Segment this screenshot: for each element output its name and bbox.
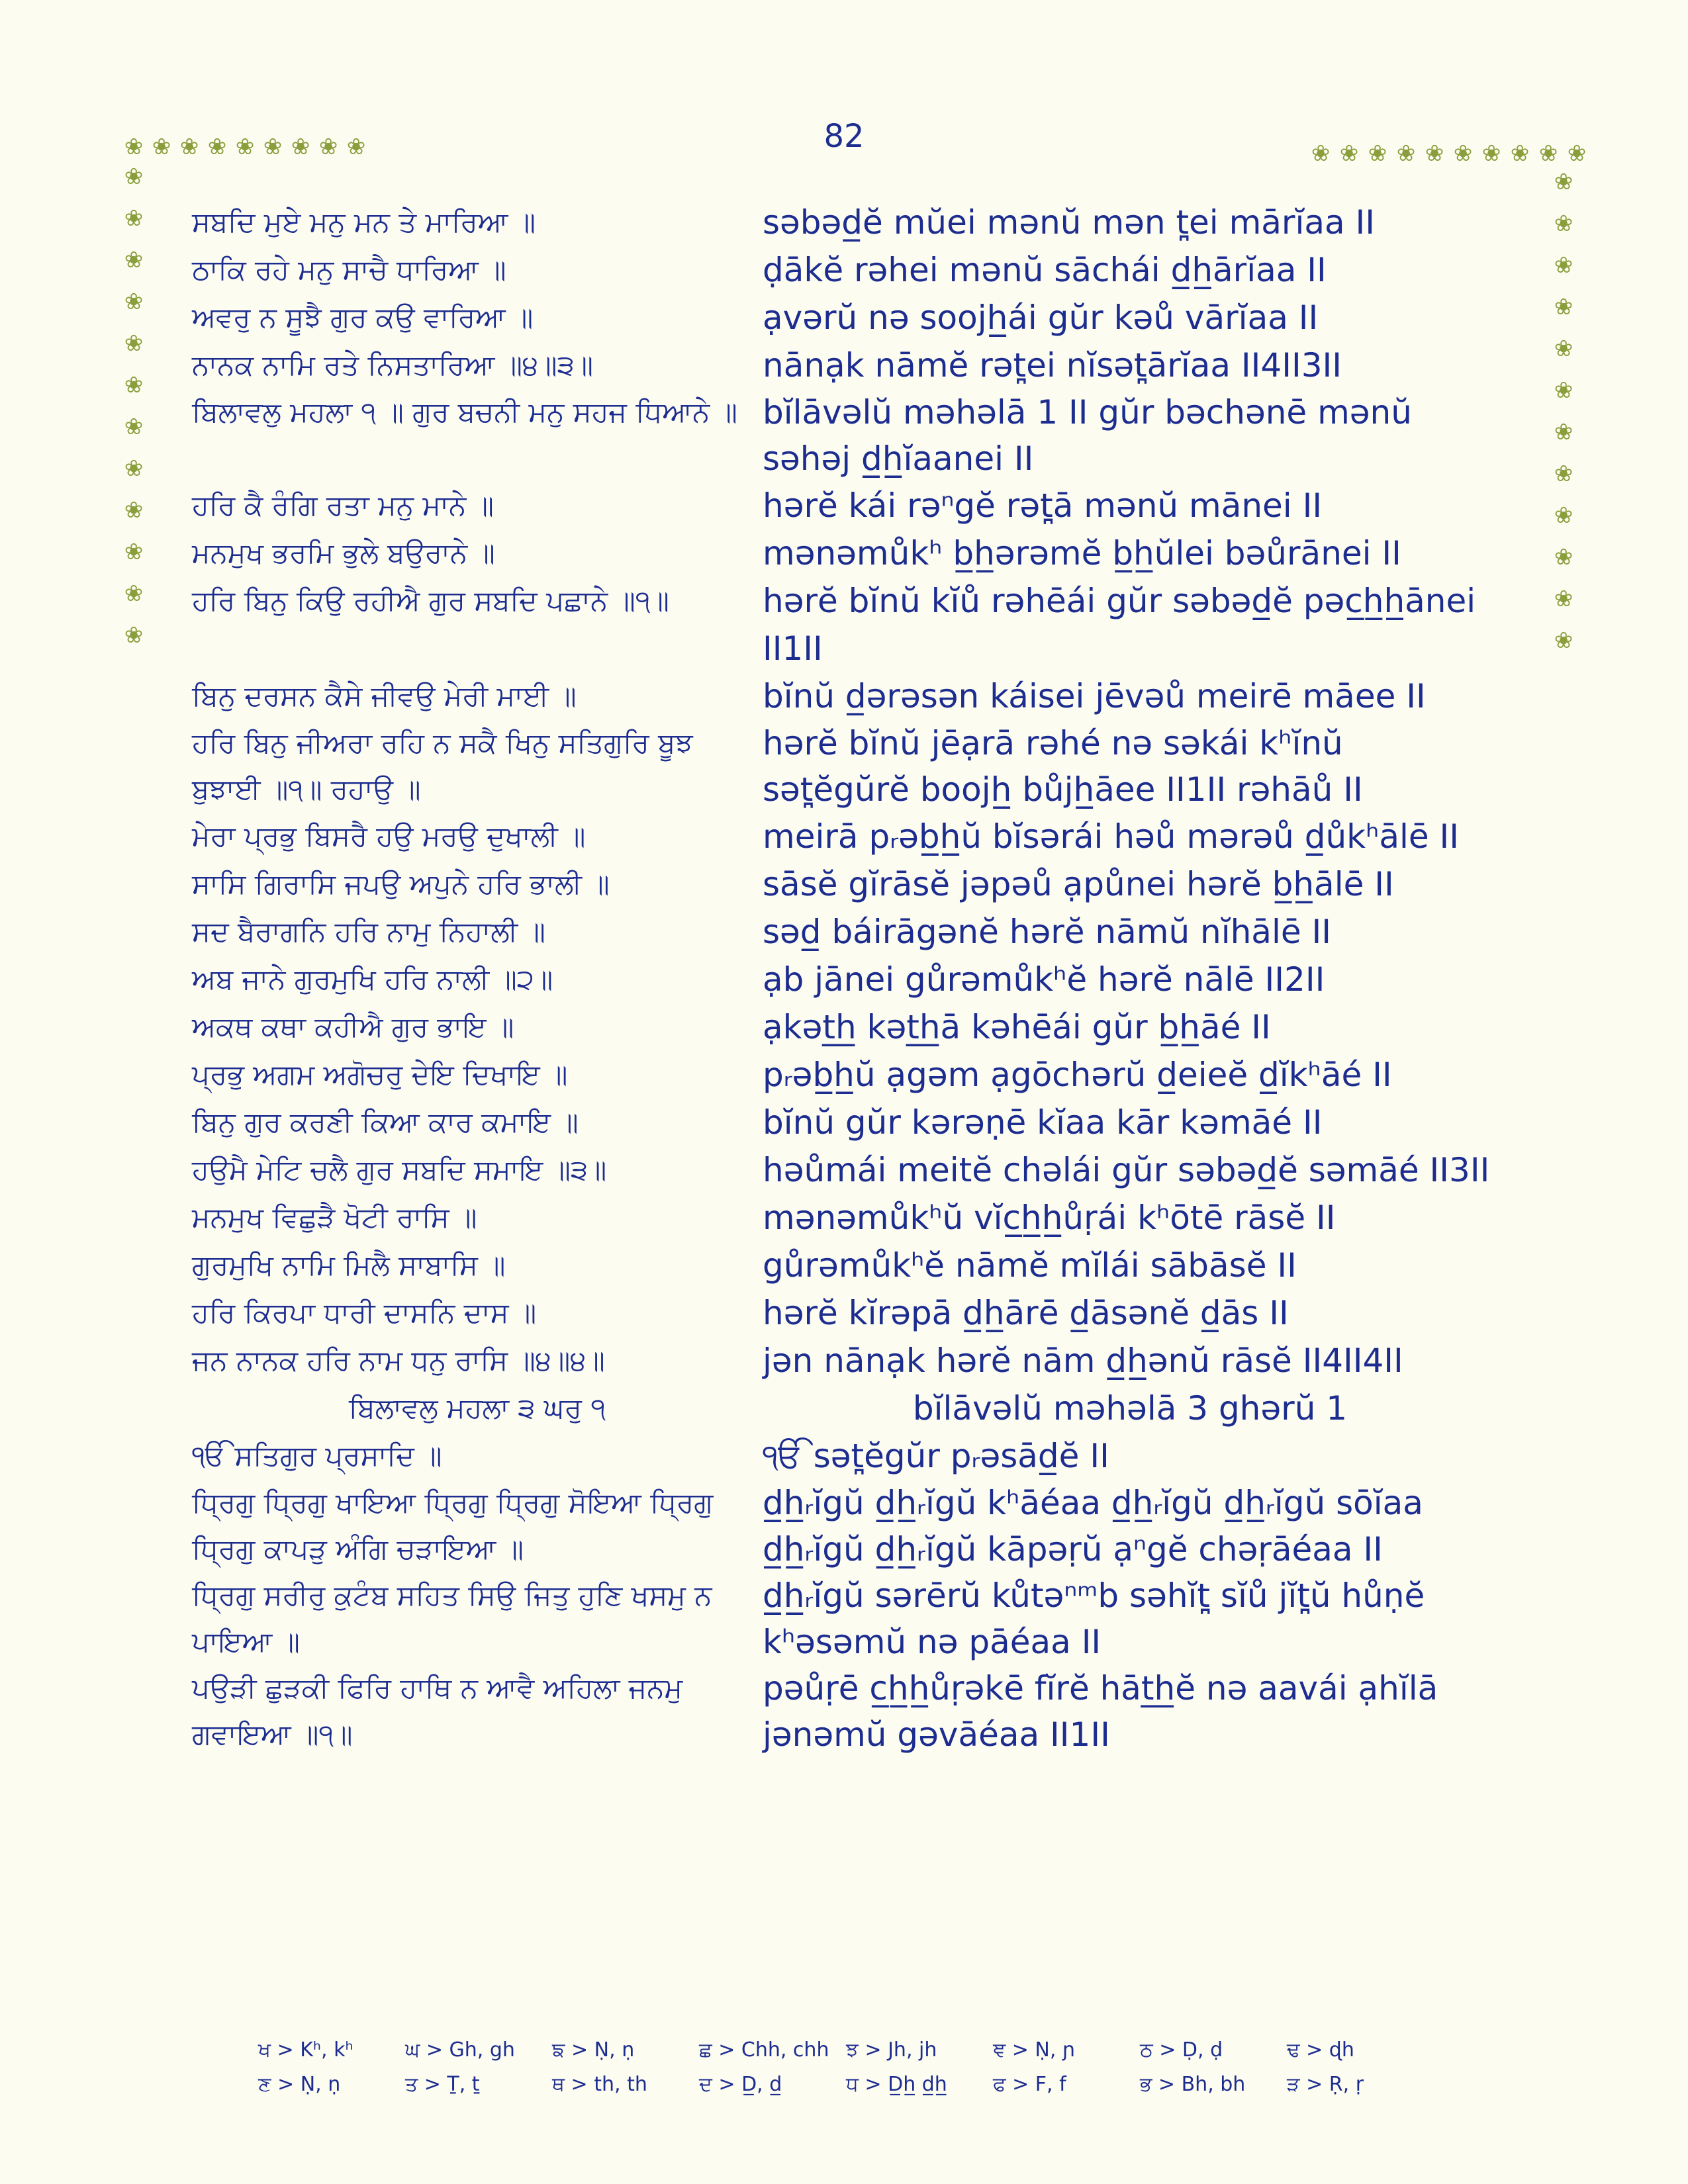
verse-line bbox=[192, 672, 1529, 720]
gurmukhi-text: ਮੇਰਾ ਪ੍ਰਭੁ ਬਿਸਰੈ ਹਉ ਮਰਉ ਦੁਖਾਲੀ ॥ bbox=[192, 820, 586, 852]
verse-line bbox=[192, 1432, 1529, 1480]
flower-icon: ❀ bbox=[1368, 140, 1387, 167]
key-entry: ਫ > F, f bbox=[993, 2073, 1066, 2096]
transliteration-text: səd̲ báirāgənĕ hərĕ nāmŭ nĭhālē II bbox=[763, 913, 1331, 951]
page-number: 82 bbox=[823, 118, 865, 155]
transliteration-text: jən nānạk hərĕ nām d̲h̲ənŭ rāsĕ II4II4II bbox=[763, 1342, 1403, 1380]
gurmukhi-text: ਹਰਿ ਕੈ ਰੰਗਿ ਰਤਾ ਮਨੁ ਮਾਨੇ ॥ bbox=[192, 489, 494, 522]
gurmukhi-text: ਜਨ ਨਾਨਕ ਹਰਿ ਨਾਮ ਧਨੁ ਰਾਸਿ ॥੪॥੪॥ bbox=[192, 1344, 605, 1377]
gurmukhi-text: ਅਕਥ ਕਥਾ ਕਹੀਐ ਗੁਰ ਭਾਇ ॥ bbox=[192, 1011, 514, 1043]
verse-line bbox=[192, 482, 1529, 529]
flower-icon: ❀ bbox=[1311, 140, 1331, 167]
verse-line bbox=[192, 1099, 1529, 1146]
flower-icon: ❀ bbox=[124, 622, 144, 649]
verse-line bbox=[192, 956, 1529, 1003]
key-row bbox=[258, 2038, 1450, 2073]
gurmukhi-text: ਗੁਰਮੁਖਿ ਨਾਮਿ ਮਿਲੈ ਸਾਬਾਸਿ ॥ bbox=[192, 1249, 506, 1281]
gurmukhi-text: ਹਰਿ ਕਿਰਪਾ ਧਾਰੀ ਦਾਸਨਿ ਦਾਸ ॥ bbox=[192, 1297, 537, 1329]
verse-line bbox=[192, 1289, 1529, 1337]
verse-line bbox=[192, 199, 1529, 246]
flower-icon: ❀ bbox=[1554, 627, 1573, 654]
flower-icon: ❀ bbox=[1554, 169, 1573, 195]
flower-icon: ❀ bbox=[346, 134, 366, 160]
transliteration-text: ạkət̲h̲ kət̲h̲ā kəhēái gŭr b̲h̲āé II bbox=[763, 1008, 1271, 1046]
flower-icon: ❀ bbox=[124, 289, 144, 315]
gurmukhi-text: ਪਉੜੀ ਛੁੜਕੀ ਫਿਰਿ ਹਾਥਿ ਨ ਆਵੈ ਅਹਿਲਾ ਜਨਮੁ ਗਵਾਇਆ ॥੧॥ bbox=[192, 1672, 692, 1751]
flower-icon: ❀ bbox=[1554, 544, 1573, 570]
verse-line bbox=[192, 1003, 1529, 1051]
gurmukhi-text: ਹਉਮੈ ਮੇਟਿ ਚਲੈ ਗੁਰ ਸਬਦਿ ਸਮਾਇ ॥੩॥ bbox=[192, 1154, 607, 1186]
flower-icon: ❀ bbox=[1567, 140, 1587, 167]
flower-icon: ❀ bbox=[152, 134, 171, 160]
flower-icon: ❀ bbox=[124, 205, 144, 232]
key-entry: ਖ > Kʰ, kʰ bbox=[258, 2038, 353, 2062]
verse-line bbox=[192, 1337, 1529, 1385]
verse-line bbox=[192, 341, 1529, 389]
key-entry: ਠ > Ḍ, ḍ bbox=[1140, 2038, 1223, 2062]
key-entry: ਝ > Jh, jh bbox=[846, 2038, 937, 2062]
verse-line bbox=[192, 577, 1529, 672]
flower-icon: ❀ bbox=[124, 414, 144, 440]
gurmukhi-text: ਧ੍ਰਿਗੁ ਧ੍ਰਿਗੁ ਖਾਇਆ ਧ੍ਰਿਗੁ ਧ੍ਰਿਗੁ ਸੋਇਆ ਧ੍ਰਿਗੁ ਧ੍ਰਿਗੁ ਕਾਪੜੁ ਅੰਗਿ ਚੜਾਇਆ ॥ bbox=[192, 1486, 722, 1565]
key-entry: ਛ > Chh, chh bbox=[699, 2038, 829, 2062]
key-entry: ਦ > D̲, d̲ bbox=[699, 2073, 782, 2096]
transliteration-text: bĭlāvəlŭ məhəlā 1 II gŭr bəchənē mənŭ səhəj d̲h̲ĭaanei II bbox=[763, 393, 1412, 478]
section-heading bbox=[192, 1385, 1529, 1432]
flower-icon: ❀ bbox=[124, 539, 144, 565]
key-entry: ਙ > Ṇ, ṇ bbox=[552, 2038, 635, 2062]
gurmukhi-text: ਬਿਨੁ ਗੁਰ ਕਰਣੀ ਕਿਆ ਕਾਰ ਕਮਾਇ ॥ bbox=[192, 1106, 579, 1138]
transliteration-text: səbəd̲ĕ mŭei mənŭ mən t̪ei mārĭaa II bbox=[763, 203, 1376, 242]
key-entry: ੜ > Ṛ, ṛ bbox=[1287, 2073, 1364, 2096]
transliteration-text: pᵣəb̲h̲ŭ ạgəm ạgōchərŭ d̲eieĕ d̲ĭkʰāé II bbox=[763, 1056, 1392, 1094]
gurmukhi-text: ਅਵਰੁ ਨ ਸੂਝੈ ਗੁਰ ਕਉ ਵਾਰਿਆ ॥ bbox=[192, 301, 534, 334]
transliteration-text: bĭnŭ d̲ərəsən káisei jēvəů meirē māee II bbox=[763, 677, 1426, 715]
flower-icon: ❀ bbox=[1538, 140, 1558, 167]
verse-line bbox=[192, 246, 1529, 294]
flower-icon: ❀ bbox=[179, 134, 199, 160]
flower-icon: ❀ bbox=[1554, 377, 1573, 404]
flower-icon: ❀ bbox=[1425, 140, 1444, 167]
transliteration-text: həůmái meitĕ chəlái gŭr səbəd̲ĕ səmāé II3II bbox=[763, 1151, 1490, 1189]
flower-icon: ❀ bbox=[318, 134, 338, 160]
transliteration-text: d̲h̲ᵣĭgŭ d̲h̲ᵣĭgŭ kʰāéaa d̲h̲ᵣĭgŭ d̲h̲ᵣĭgŭ sōĭaa d̲h̲ᵣĭgŭ d̲h̲ᵣĭgŭ kāpəṛŭ ạⁿgĕ chəṛāéaa II bbox=[763, 1484, 1423, 1569]
flower-icon: ❀ bbox=[263, 134, 283, 160]
verse-line bbox=[192, 1051, 1529, 1099]
gurmukhi-text: ਪ੍ਰਭੁ ਅਗਮ ਅਗੋਚਰੁ ਦੇਇ ਦਿਖਾਇ ॥ bbox=[192, 1058, 568, 1091]
flower-icon: ❀ bbox=[124, 455, 144, 482]
transliteration-text: gůrəmůkʰĕ nāmĕ mĭlái sābāsĕ II bbox=[763, 1246, 1297, 1285]
verse-line bbox=[192, 1480, 1529, 1572]
gurmukhi-text: ਸਾਸਿ ਗਿਰਾਸਿ ਜਪਉ ਅਪੁਨੇ ਹਰਿ ਭਾਲੀ ॥ bbox=[192, 868, 610, 900]
flower-icon: ❀ bbox=[1554, 336, 1573, 362]
flower-icon: ❀ bbox=[1554, 419, 1573, 445]
gurmukhi-text: ਨਾਨਕ ਨਾਮਿ ਰਤੇ ਨਿਸਤਾਰਿਆ ॥੪॥੩॥ bbox=[192, 349, 594, 381]
key-row bbox=[258, 2073, 1450, 2107]
verse-line bbox=[192, 1194, 1529, 1242]
transliteration-text: hərĕ bĭnŭ kĭů rəhēái gŭr səbəd̲ĕ pəc̲h̲h̲ānei II1II bbox=[763, 582, 1476, 668]
gurmukhi-text: ਮਨਮੁਖ ਭਰਮਿ ਭੁਲੇ ਬਉਰਾਨੇ ॥ bbox=[192, 537, 495, 569]
verse-line bbox=[192, 1146, 1529, 1194]
key-entry: ਥ > th, th bbox=[552, 2073, 647, 2096]
key-entry: ਤ > Ṯ, ṯ bbox=[405, 2073, 480, 2096]
gurmukhi-text: ਹਰਿ ਬਿਨੁ ਕਿਉ ਰਹੀਐ ਗੁਰ ਸਬਦਿ ਪਛਾਨੇ ॥੧॥ bbox=[192, 584, 669, 617]
gurmukhi-text: ਬਿਲਾਵਲੁ ਮਹਲਾ ੩ ਘਰੁ ੧ bbox=[348, 1392, 606, 1424]
transliteration-text: ạvərŭ nə soojh̲ái gŭr kəů vārĭaa II bbox=[763, 298, 1319, 337]
flower-icon: ❀ bbox=[1510, 140, 1530, 167]
transliteration-text: pəůṛē c̲h̲h̲ůṛəkē fĭrĕ hāt̲h̲ĕ nə aavái ạhĭlā jənəmŭ gəvāéaa II1II bbox=[763, 1669, 1438, 1754]
transliteration-text: bĭnŭ gŭr kərəṇē kĭaa kār kəmāé II bbox=[763, 1103, 1323, 1142]
verse-line bbox=[192, 1572, 1529, 1665]
gurmukhi-text: ਬਿਲਾਵਲੁ ਮਹਲਾ ੧ ॥ ਗੁਰ ਬਚਨੀ ਮਨੁ ਸਹਜ ਧਿਆਨੇ ॥ bbox=[192, 396, 737, 428]
flower-icon: ❀ bbox=[1554, 586, 1573, 612]
flower-icon: ❀ bbox=[124, 372, 144, 398]
gurmukhi-text: ਬਿਨੁ ਦਰਸਨ ਕੈਸੇ ਜੀਵਉ ਮੇਰੀ ਮਾਈ ॥ bbox=[192, 680, 577, 712]
verse-line bbox=[192, 1665, 1529, 1758]
flower-icon: ❀ bbox=[1554, 252, 1573, 279]
flower-icon: ❀ bbox=[1554, 294, 1573, 320]
key-entry: ਭ > Bh, bh bbox=[1140, 2073, 1246, 2096]
transliteration-text: ạb jānei gůrəmůkʰĕ hərĕ nālē II2II bbox=[763, 960, 1325, 999]
verse-line bbox=[192, 860, 1529, 908]
transliteration-text: hərĕ kĭrəpā d̲h̲ārē d̲āsənĕ d̲ās II bbox=[763, 1294, 1289, 1332]
transliteration-text: hərĕ kái rəⁿgĕ rət̪ā mənŭ mānei II bbox=[763, 486, 1323, 525]
gurmukhi-text: ਸਦ ਬੈਰਾਗਨਿ ਹਰਿ ਨਾਮੁ ਨਿਹਾਲੀ ॥ bbox=[192, 915, 545, 948]
transliteration-text: sāsĕ gĭrāsĕ jəpəů ạpůnei hərĕ b̲h̲ālē II bbox=[763, 865, 1394, 903]
gurmukhi-text: ਮਨਮੁਖ ਵਿਛੁੜੈ ਖੋਟੀ ਰਾਸਿ ॥ bbox=[192, 1201, 477, 1234]
flower-icon: ❀ bbox=[1554, 461, 1573, 487]
transliteration-text: mənəmůkʰŭ vĭc̲h̲h̲ůṛái kʰōtē rāsĕ II bbox=[763, 1199, 1336, 1237]
flower-icon: ❀ bbox=[124, 497, 144, 523]
flower-icon: ❀ bbox=[1453, 140, 1473, 167]
flower-icon: ❀ bbox=[124, 163, 144, 190]
gurmukhi-text: ਸਬਦਿ ਮੁਏ ਮਨੁ ਮਨ ਤੇ ਮਾਰਿਆ ॥ bbox=[192, 206, 536, 238]
flower-icon: ❀ bbox=[1396, 140, 1416, 167]
gurmukhi-text: ਠਾਕਿ ਰਹੇ ਮਨੁ ਸਾਚੈ ਧਾਰਿਆ ॥ bbox=[192, 253, 506, 286]
verse-line bbox=[192, 1242, 1529, 1289]
flower-icon: ❀ bbox=[291, 134, 310, 160]
gurmukhi-text: ਅਬ ਜਾਨੇ ਗੁਰਮੁਖਿ ਹਰਿ ਨਾਲੀ ॥੨॥ bbox=[192, 963, 553, 995]
transliteration-key bbox=[258, 2038, 1450, 2107]
flower-icon: ❀ bbox=[1339, 140, 1359, 167]
transliteration-text: mənəmůkʰ b̲h̲ərəmĕ b̲h̲ŭlei bəůrānei II bbox=[763, 534, 1401, 572]
transliteration-text: bĭlāvəlŭ məhəlā 3 ghərŭ 1 bbox=[912, 1389, 1348, 1428]
verse-line bbox=[192, 720, 1529, 813]
verse-line bbox=[192, 294, 1529, 341]
verse-line bbox=[192, 389, 1529, 482]
transliteration-text: d̲h̲ᵣĭgŭ sərērŭ kůtəⁿᵐb səhĭt̪ sĭů jĭt̪ŭ hůṇĕ kʰəsəmŭ nə pāéaa II bbox=[763, 1576, 1425, 1661]
verse-list bbox=[192, 199, 1529, 1758]
gurmukhi-text: ੴ ਸਤਿਗੁਰ ਪ੍ਰਸਾਦਿ ॥ bbox=[192, 1439, 442, 1472]
key-entry: ਣ > Ṇ, ṇ bbox=[258, 2073, 341, 2096]
verse-line bbox=[192, 813, 1529, 860]
transliteration-text: hərĕ bĭnŭ jēạrā rəhé nə səkái kʰĭnŭ sət̪ĕgŭrĕ boojh̲ bůjh̲āee II1II rəhāů II bbox=[763, 724, 1363, 809]
key-entry: ਧ > D̲h̲ d̲h̲ bbox=[846, 2073, 947, 2096]
flower-icon: ❀ bbox=[1554, 502, 1573, 529]
gurmukhi-text: ਹਰਿ ਬਿਨੁ ਜੀਅਰਾ ਰਹਿ ਨ ਸਕੈ ਖਿਨੁ ਸਤਿਗੁਰਿ ਬੂਝ ਬੁਝਾਈ ॥੧॥ ਰਹਾਉ ॥ bbox=[192, 727, 702, 805]
flower-icon: ❀ bbox=[235, 134, 255, 160]
verse-line bbox=[192, 529, 1529, 577]
transliteration-text: meirā pᵣəb̲h̲ŭ bĭsərái həů mərəů d̲ůkʰālē II bbox=[763, 817, 1460, 856]
flower-icon: ❀ bbox=[124, 134, 144, 160]
key-entry: ਢ > ɖh bbox=[1287, 2038, 1354, 2062]
flower-icon: ❀ bbox=[1481, 140, 1501, 167]
flower-icon: ❀ bbox=[124, 580, 144, 607]
transliteration-text: ੴ sət̪ĕgŭr pᵣəsād̲ĕ II bbox=[763, 1437, 1109, 1475]
flower-icon: ❀ bbox=[207, 134, 227, 160]
flower-icon: ❀ bbox=[1554, 210, 1573, 237]
transliteration-text: ḍākĕ rəhei mənŭ sāchái d̲h̲ārĭaa II bbox=[763, 251, 1327, 289]
verse-line bbox=[192, 908, 1529, 956]
gurmukhi-text: ਧ੍ਰਿਗੁ ਸਰੀਰੁ ਕੁਟੰਬ ਸਹਿਤ ਸਿਉ ਜਿਤੁ ਹੁਣਿ ਖਸਮੁ ਨ ਪਾਇਆ ॥ bbox=[192, 1579, 721, 1658]
key-entry: ਘ > Gh, gh bbox=[405, 2038, 515, 2062]
flower-icon: ❀ bbox=[124, 330, 144, 357]
key-entry: ਞ > Ṇ, ɲ bbox=[993, 2038, 1076, 2062]
flower-icon: ❀ bbox=[124, 247, 144, 273]
transliteration-text: nānạk nāmĕ rət̪ei nĭsət̪ārĭaa II4II3II bbox=[763, 346, 1342, 385]
